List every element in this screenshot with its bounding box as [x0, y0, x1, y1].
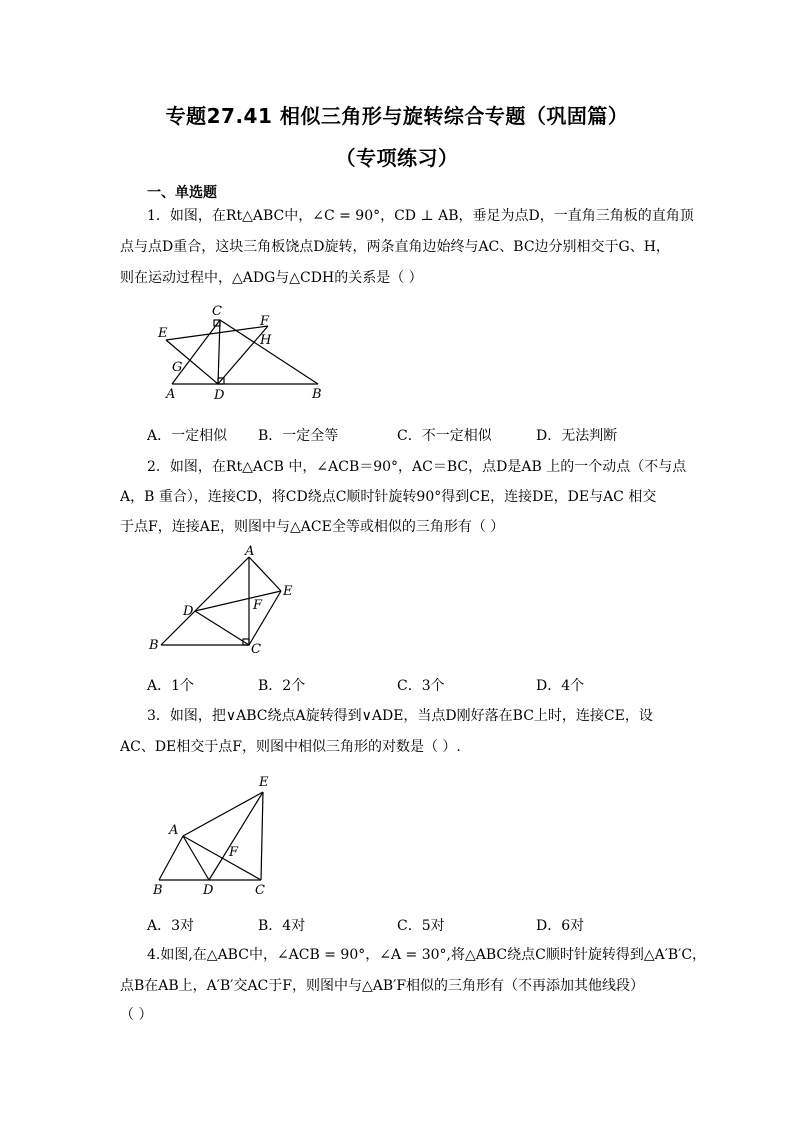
q3-line-1: 3．如图，把∨ABC绕点A旋转得到∨ADE，当点D刚好落在BC上时，连接CE，设 — [147, 708, 653, 724]
q3-ce — [261, 792, 263, 880]
q2-option-b: B．2个 — [258, 678, 306, 694]
q2-option-a: A．1个 — [147, 678, 195, 694]
q1-label-g: G — [172, 360, 183, 375]
section-heading: 一、单选题 — [147, 185, 217, 201]
q2-cd — [195, 611, 249, 645]
q3-de — [209, 792, 263, 880]
q4-line-1: 4.如图,在△ABC中，∠ACB = 90°，∠A = 30°,将△ABC绕点C顺时针旋转得到△A′B′C， — [147, 947, 707, 963]
q3-option-d: D．6对 — [536, 918, 585, 934]
q1-label-f: F — [260, 314, 270, 329]
q3-label-c: C — [255, 883, 265, 898]
q1-label-b: B — [312, 387, 322, 402]
q3-line-2: AC、DE相交于点F，则图中相似三角形的对数是（ ）. — [120, 739, 461, 755]
q2-label-d: D — [183, 604, 194, 619]
q4-line-3: （ ） — [120, 1007, 153, 1023]
q3-ad — [183, 836, 209, 880]
q3-label-f: F — [229, 845, 239, 860]
q1-line-2: 点与点D重合，这块三角板饶点D旋转，两条直角边始终与AC、BC边分别相交于G、H， — [120, 239, 670, 255]
q3-option-b: B．4对 — [258, 918, 306, 934]
q1-label-h: H — [260, 333, 272, 348]
q2-line-1: 2．如图，在Rt△ACB 中，∠ACB＝90°，AC＝BC，点D是AB 上的一个动点（不与点 — [147, 459, 687, 475]
q2-line-3: 于点F，连接AE，则图中与△ACE全等或相似的三角形有（ ） — [120, 519, 505, 535]
q3-label-a: A — [169, 823, 179, 838]
q2-de — [195, 591, 281, 611]
q2-ae — [249, 557, 281, 591]
q1-ef — [166, 326, 268, 340]
q1-option-d: D．无法判断 — [536, 428, 618, 444]
q1-label-c: C — [212, 304, 222, 319]
q4-line-2: 点B在AB上，A′B′交AC于F，则图中与△AB′F相似的三角形有（不再添加其他线段） — [120, 978, 645, 994]
q2-label-b: B — [149, 638, 159, 653]
q2-option-c: C．3个 — [397, 678, 445, 694]
page-subtitle: （专项练习） — [335, 146, 459, 170]
q2-label-a: A — [245, 544, 255, 559]
q1-label-d: D — [214, 388, 225, 403]
q1-option-b: B．一定全等 — [258, 428, 339, 444]
q1-option-a: A．一定相似 — [147, 428, 228, 444]
page-title: 专题27.41 相似三角形与旋转综合专题（巩固篇） — [165, 104, 629, 128]
q1-cd — [218, 320, 220, 384]
q3-option-a: A．3对 — [147, 918, 195, 934]
q2-label-f: F — [253, 598, 263, 613]
q1-side-bc — [220, 320, 318, 384]
q1-label-a: A — [166, 387, 176, 402]
q2-label-e: E — [283, 584, 293, 599]
q3-ae — [183, 792, 263, 836]
q1-option-c: C．不一定相似 — [397, 428, 492, 444]
q1-label-e: E — [158, 326, 168, 341]
q3-label-e: E — [259, 775, 269, 790]
q2-option-d: D．4个 — [536, 678, 585, 694]
q3-figure — [145, 770, 285, 900]
q2-line-2: A，B 重合），连接CD，将CD绕点C顺时针旋转90°得到CE，连接DE，DE与AC 相交 — [120, 489, 657, 505]
q3-option-c: C．5对 — [397, 918, 445, 934]
q3-side-ab — [159, 836, 183, 880]
q3-label-b: B — [153, 883, 163, 898]
q1-line-3: 则在运动过程中，△ADG与△CDH的关系是（ ） — [120, 270, 423, 286]
q2-label-c: C — [251, 642, 261, 657]
q2-figure — [145, 545, 305, 660]
q1-line-1: 1．如图，在Rt△ABC中，∠C = 90°，CD ⊥ AB，垂足为点D，一直角三角板的直角顶 — [147, 208, 694, 224]
q1-figure — [150, 300, 350, 410]
q3-label-d: D — [203, 883, 214, 898]
